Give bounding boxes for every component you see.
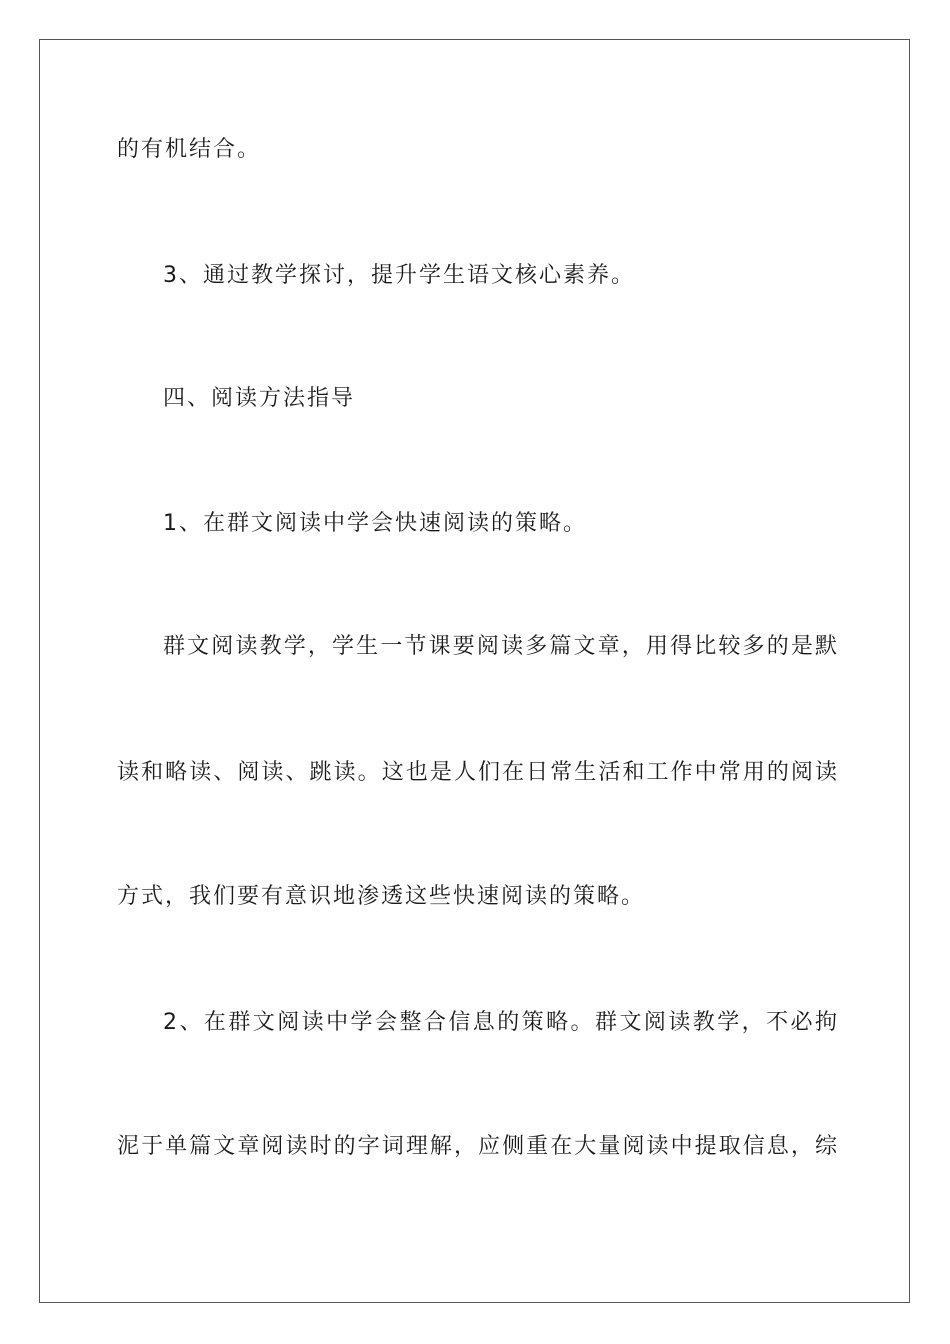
text-line: 2、在群文阅读中学会整合信息的策略。群文阅读教学，不必拘 [163, 1010, 837, 1035]
page-frame [39, 39, 910, 1303]
section-heading: 四、阅读方法指导 [163, 386, 356, 411]
text-line: 群文阅读教学，学生一节课要阅读多篇文章，用得比较多的是默 [163, 634, 837, 659]
text-line: 3、通过教学探讨，提升学生语文核心素养。 [163, 263, 635, 288]
text-line: 的有机结合。 [117, 137, 262, 162]
text-line: 泥于单篇文章阅读时的字词理解，应侧重在大量阅读中提取信息，综 [117, 1134, 837, 1159]
text-line: 读和略读、阅读、跳读。这也是人们在日常生活和工作中常用的阅读 [117, 760, 837, 785]
text-line: 方式，我们要有意识地渗透这些快速阅读的策略。 [117, 884, 646, 909]
text-line: 1、在群文阅读中学会快速阅读的策略。 [163, 511, 587, 536]
